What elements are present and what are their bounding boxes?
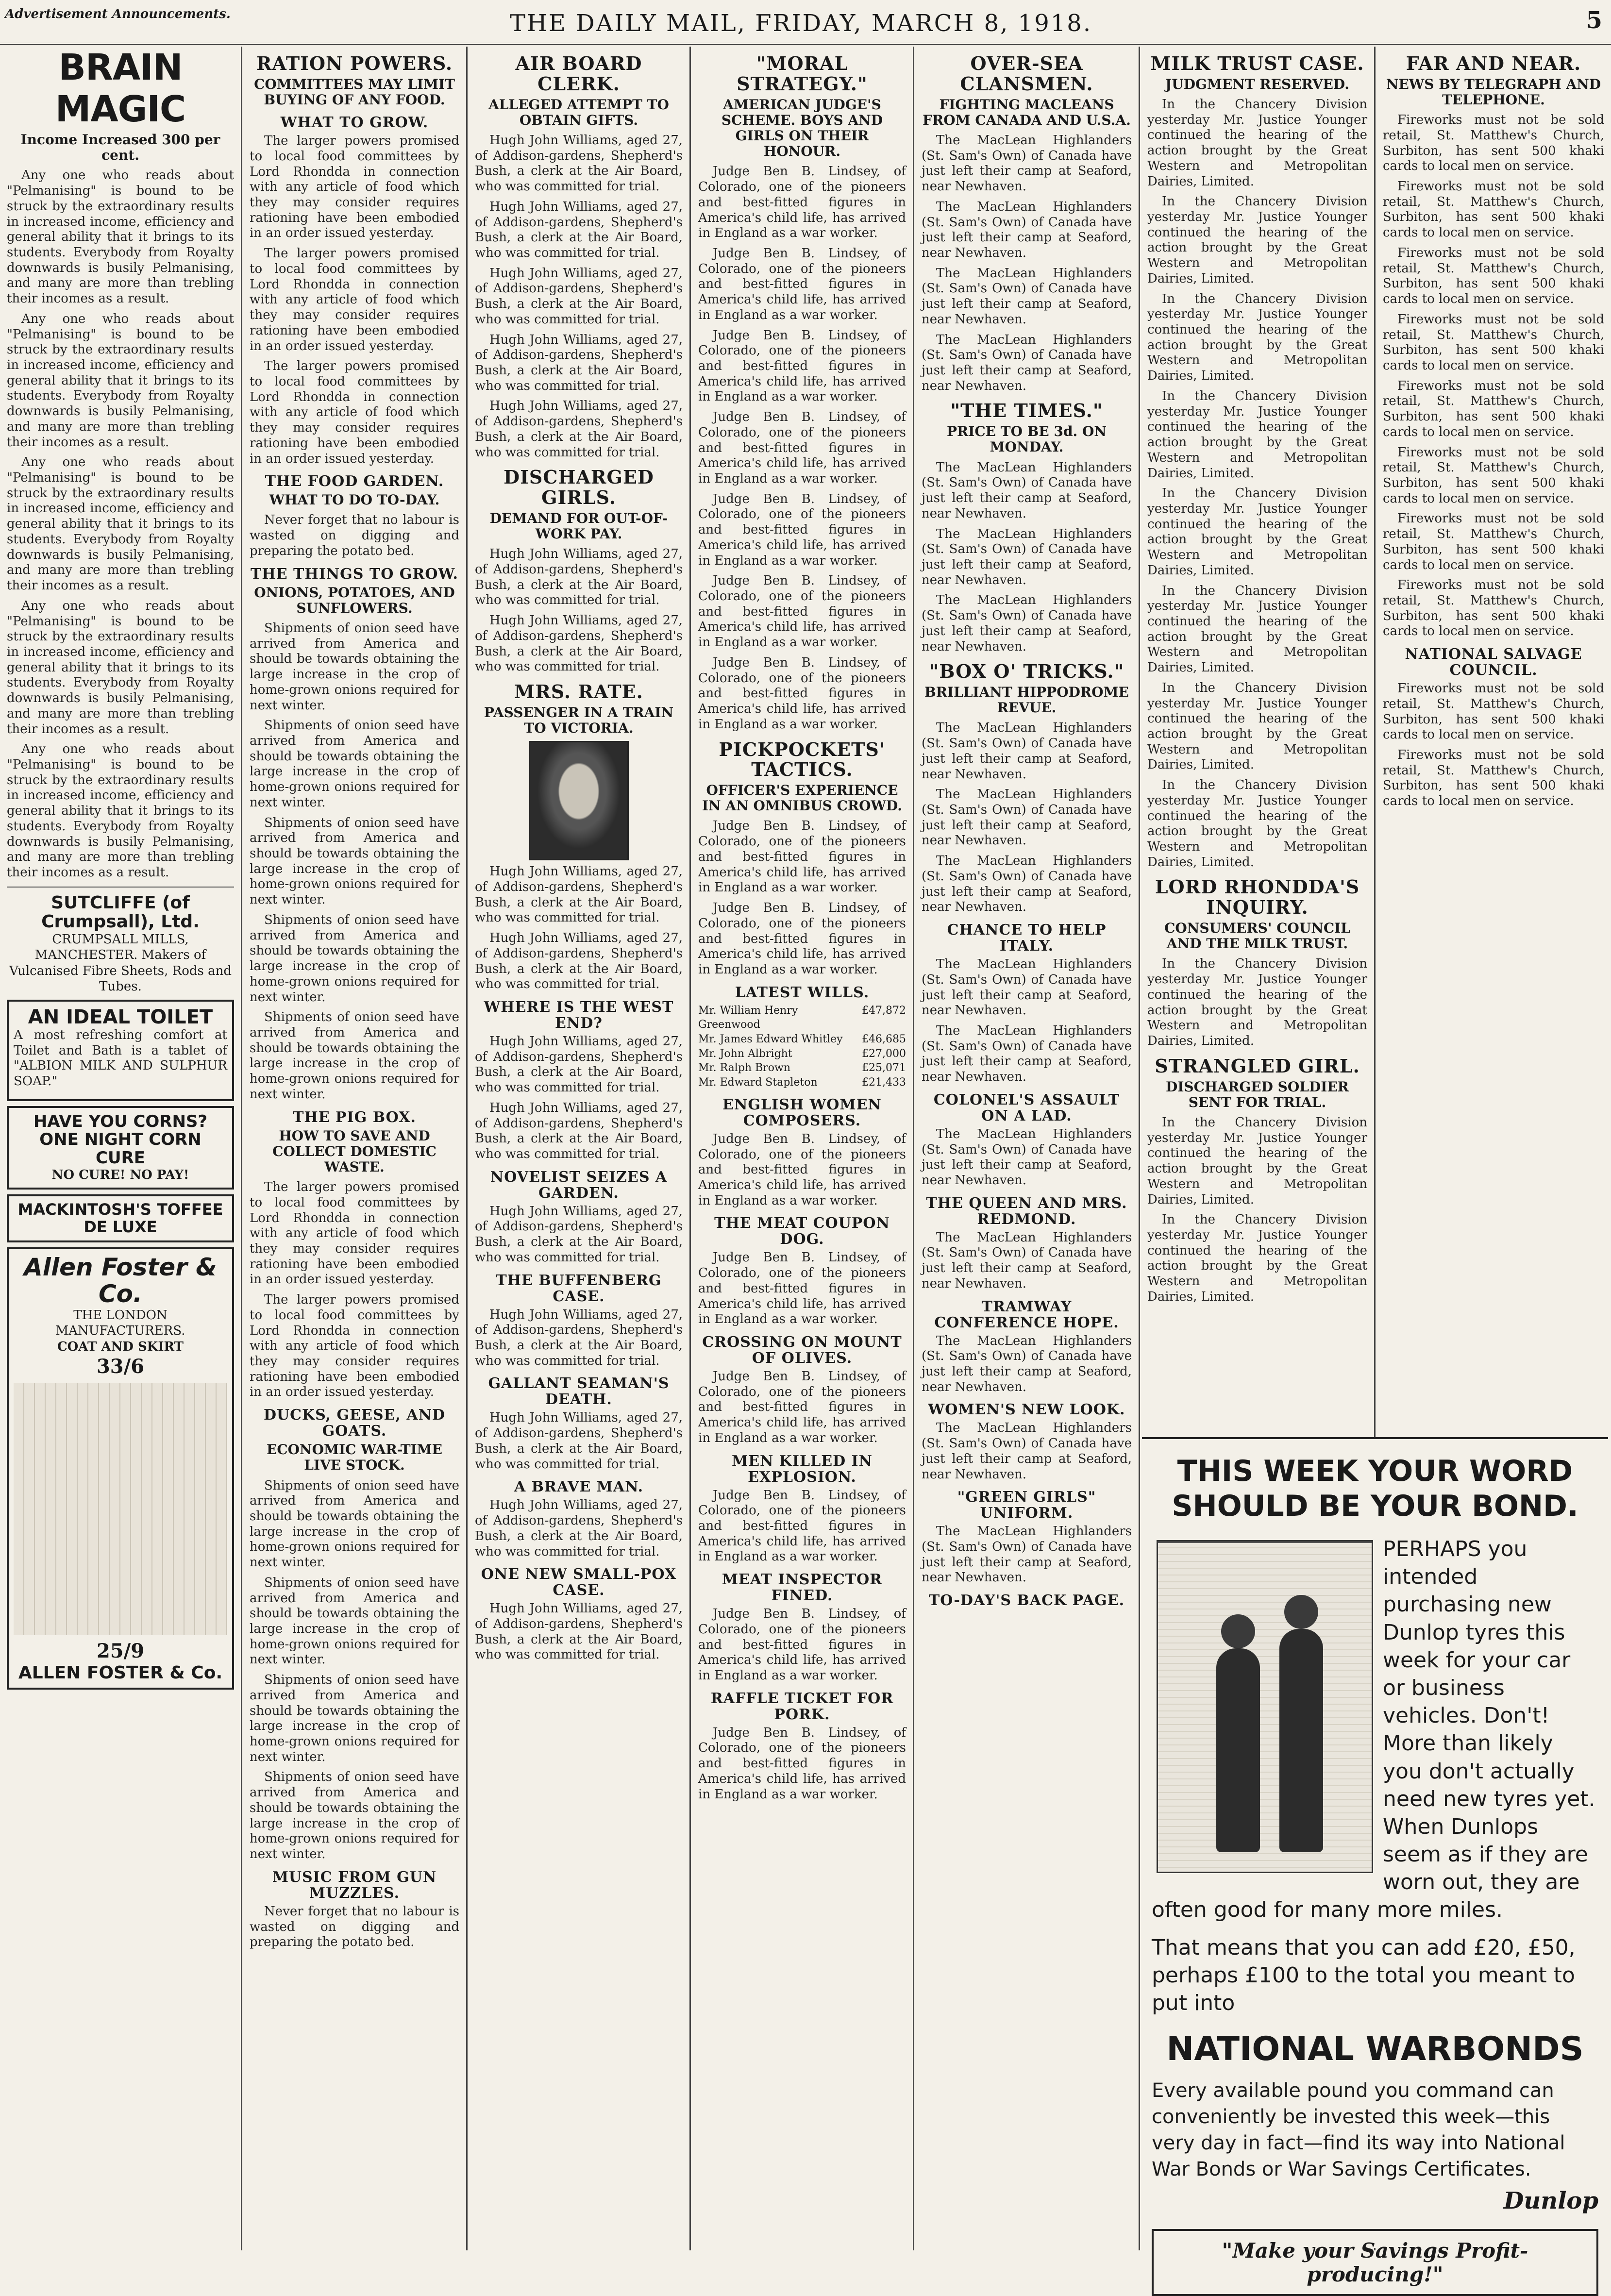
headline: FAR AND NEAR. xyxy=(1406,52,1581,74)
article-text: Shipments of onion seed have arrived from America and should be towards obtaining the large increase in the crop of home-grown onions required for next winter. xyxy=(250,718,459,810)
article-text: Fireworks must not be sold retail, St. Matthew's Church, Surbiton, has sent 500 khaki cards to local men on service. xyxy=(1383,681,1604,742)
subhead: FIGHTING MACLEANS FROM CANADA AND U.S.A. xyxy=(923,96,1131,128)
brain-magic-text: Any one who reads about "Pelmanising" is bound to be struck by the extraordinary results in increased income, efficiency and general ability that it brings to its students. Everybody from Royalty downwards is busily Pelmanising, and many are more than trebling their incomes as a result. xyxy=(7,311,234,450)
brain-magic-headline: BRAIN MAGIC xyxy=(55,47,186,130)
article-text: The MacLean Highlanders (St. Sam's Own) of Canada have just left their camp at Seaford, near Newhaven. xyxy=(922,957,1132,1018)
article-text: The MacLean Highlanders (St. Sam's Own) of Canada have just left their camp at Seaford, near Newhaven. xyxy=(922,1023,1132,1085)
wills-list xyxy=(698,1004,906,1090)
article-text: Judge Ben B. Lindsey, of Colorado, one of the pioneers and best-fitted figures in America's child life, has arrived in England as a war worker. xyxy=(698,819,906,895)
headline: THE FOOD GARDEN. xyxy=(265,473,444,490)
headline: "MORAL STRATEGY." xyxy=(737,52,868,95)
dunlop-title: THIS WEEK YOUR WORD SHOULD BE YOUR BOND. xyxy=(1172,1454,1578,1523)
article-text: Fireworks must not be sold retail, St. Matthew's Church, Surbiton, has sent 500 khaki cards to local men on service. xyxy=(1383,511,1604,572)
brain-magic-text: Any one who reads about "Pelmanising" is bound to be struck by the extraordinary results in increased income, efficiency and general ability that it brings to its students. Everybody from Royalty downwards is busily Pelmanising, and many are more than trebling their incomes as a result. xyxy=(7,742,234,880)
headline: MEAT INSPECTOR FINED. xyxy=(722,1571,883,1605)
article-text: Fireworks must not be sold retail, St. Matthew's Church, Surbiton, has sent 500 khaki cards to local men on service. xyxy=(1383,378,1604,439)
headline: STRANGLED GIRL. xyxy=(1155,1055,1360,1077)
brain-magic-subhead: Income Increased 300 per cent. xyxy=(20,132,220,164)
article-text: Never forget that no labour is wasted on digging and preparing the potato bed. xyxy=(250,1904,459,1950)
article-text: The MacLean Highlanders (St. Sam's Own) of Canada have just left their camp at Seaford, near Newhaven. xyxy=(922,1230,1132,1291)
article-text: The MacLean Highlanders (St. Sam's Own) of Canada have just left their camp at Seaford, near Newhaven. xyxy=(922,1524,1132,1585)
subhead: DISCHARGED SOLDIER SENT FOR TRIAL. xyxy=(1166,1078,1349,1110)
article-text: Fireworks must not be sold retail, St. Matthew's Church, Surbiton, has sent 500 khaki cards to local men on service. xyxy=(1383,312,1604,373)
dunlop-body-2: That means that you can add £20, £50, perhaps £100 to the total you meant to put into xyxy=(1152,1935,1576,2015)
mackintosh-ad xyxy=(7,1194,234,1242)
toilet-ad xyxy=(7,1000,234,1101)
article-text: In the Chancery Division yesterday Mr. Justice Younger continued the hearing of the action brought by the Great Western and Metropolitan Dairies, Limited. xyxy=(1147,388,1367,481)
subhead: ECONOMIC WAR-TIME LIVE STOCK. xyxy=(266,1441,443,1474)
article-text: Judge Ben B. Lindsey, of Colorado, one of the pioneers and best-fitted figures in America's child life, has arrived in England as a war worker. xyxy=(698,1725,906,1802)
article-text: Judge Ben B. Lindsey, of Colorado, one of the pioneers and best-fitted figures in America's child life, has arrived in England as a war worker. xyxy=(698,1131,906,1208)
news-column-7 xyxy=(1376,47,1611,1435)
subhead: BRILLIANT HIPPODROME REVUE. xyxy=(924,684,1129,716)
article-text: In the Chancery Division yesterday Mr. Justice Younger continued the hearing of the action brought by the Great Western and Metropolitan Dairies, Limited. xyxy=(1147,778,1367,870)
mackintosh-title: MACKINTOSH'S TOFFEE DE LUXE xyxy=(17,1200,223,1236)
article-text: Fireworks must not be sold retail, St. Matthew's Church, Surbiton, has sent 500 khaki cards to local men on service. xyxy=(1383,245,1604,307)
article-text: The larger powers promised to local food committees by Lord Rhondda in connection with any article of food which they may consider requires rationing have been embodied in an order issued yesterday. xyxy=(250,1180,459,1287)
will-row: Mr. William Henry Greenwood £47,872 xyxy=(698,1004,906,1031)
national-war-bonds: NATIONAL WARBONDS xyxy=(1166,2030,1584,2069)
headline: MUSIC FROM GUN MUZZLES. xyxy=(272,1868,437,1902)
article-text: Hugh John Williams, aged 27, of Addison-gardens, Shepherd's Bush, a clerk at the Air Board, who was committed for trial. xyxy=(475,266,683,327)
article-text: Judge Ben B. Lindsey, of Colorado, one of the pioneers and best-fitted figures in America's child life, has arrived in England as a war worker. xyxy=(698,901,906,977)
portrait-photo xyxy=(529,741,629,860)
article-text: Hugh John Williams, aged 27, of Addison-gardens, Shepherd's Bush, a clerk at the Air Board, who was committed for trial. xyxy=(475,332,683,393)
article-text: Judge Ben B. Lindsey, of Colorado, one of the pioneers and best-fitted figures in America's child life, has arrived in England as a war worker. xyxy=(698,491,906,568)
article-text: The MacLean Highlanders (St. Sam's Own) of Canada have just left their camp at Seaford, near Newhaven. xyxy=(922,332,1132,393)
article-text: Fireworks must not be sold retail, St. Matthew's Church, Surbiton, has sent 500 khaki cards to local men on service. xyxy=(1383,578,1604,639)
dunlop-footer: Every available pound you command can conveniently be invested this week—this very day in fact—find its way into National War Bonds or War Savings Certificates. xyxy=(1152,2079,1565,2180)
article-text: In the Chancery Division yesterday Mr. Justice Younger continued the hearing of the action brought by the Great Western and Metropolitan Dairies, Limited. xyxy=(1147,291,1367,384)
allen-foster-ad xyxy=(7,1247,234,1690)
article-text: Hugh John Williams, aged 27, of Addison-gardens, Shepherd's Bush, a clerk at the Air Board, who was committed for trial. xyxy=(475,1034,683,1095)
headline: MEN KILLED IN EXPLOSION. xyxy=(731,1452,873,1486)
headline: THE QUEEN AND MRS. REDMOND. xyxy=(926,1194,1127,1228)
article-text: Shipments of onion seed have arrived from America and should be towards obtaining the large increase in the crop of home-grown onions required for next winter. xyxy=(250,1673,459,1764)
article-text: Hugh John Williams, aged 27, of Addison-gardens, Shepherd's Bush, a clerk at the Air Board, who was committed for trial. xyxy=(475,613,683,674)
article-text: The larger powers promised to local food committees by Lord Rhondda in connection with any article of food which they may consider requires rationing have been embodied in an order issued yesterday. xyxy=(250,359,459,466)
article-text: Judge Ben B. Lindsey, of Colorado, one of the pioneers and best-fitted figures in America's child life, has arrived in England as a war worker. xyxy=(698,328,906,404)
dunlop-illustration xyxy=(1157,1540,1373,1873)
brain-magic-text: Any one who reads about "Pelmanising" is bound to be struck by the extraordinary results in increased income, efficiency and general ability that it brings to its students. Everybody from Royalty downwards is busily Pelmanising, and many are more than trebling their incomes as a result. xyxy=(7,168,234,306)
article-text: Fireworks must not be sold retail, St. Matthew's Church, Surbiton, has sent 500 khaki cards to local men on service. xyxy=(1383,113,1604,174)
article-text: Hugh John Williams, aged 27, of Addison-gardens, Shepherd's Bush, a clerk at the Air Board, who was committed for trial. xyxy=(475,1204,683,1265)
corn-cure-title: HAVE YOU CORNS? ONE NIGHT CORN CURE xyxy=(33,1111,208,1168)
subhead: PASSENGER IN A TRAIN TO VICTORIA. xyxy=(484,704,674,737)
allen-price-2: 25/9 xyxy=(96,1640,145,1663)
headline: LORD RHONDDA'S INQUIRY. xyxy=(1155,876,1360,919)
article-text: Judge Ben B. Lindsey, of Colorado, one of the pioneers and best-fitted figures in America's child life, has arrived in England as a war worker. xyxy=(698,1250,906,1327)
article-text: The MacLean Highlanders (St. Sam's Own) of Canada have just left their camp at Seaford, near Newhaven. xyxy=(922,1126,1132,1188)
article-text: The MacLean Highlanders (St. Sam's Own) of Canada have just left their camp at Seaford, near Newhaven. xyxy=(922,787,1132,848)
article-text: Shipments of onion seed have arrived from America and should be towards obtaining the large increase in the crop of home-grown onions required for next winter. xyxy=(250,912,459,1005)
article-text: Fireworks must not be sold retail, St. Matthew's Church, Surbiton, has sent 500 khaki cards to local men on service. xyxy=(1383,179,1604,240)
headline: THE MEAT COUPON DOG. xyxy=(714,1215,890,1248)
article-text: In the Chancery Division yesterday Mr. Justice Younger continued the hearing of the action brought by the Great Western and Metropolitan Dairies, Limited. xyxy=(1147,486,1367,578)
article-text: In the Chancery Division yesterday Mr. Justice Younger continued the hearing of the action brought by the Great Western and Metropolitan Dairies, Limited. xyxy=(1147,1115,1367,1207)
masthead-label: Advertisement Announcements. xyxy=(5,7,231,21)
headline: WOMEN'S NEW LOOK. xyxy=(928,1401,1125,1419)
article-text: Hugh John Williams, aged 27, of Addison-gardens, Shepherd's Bush, a clerk at the Air Board, who was committed for trial. xyxy=(475,133,683,194)
corn-cure-sub: NO CURE! NO PAY! xyxy=(51,1167,189,1182)
dunlop-body: PERHAPS you intended purchasing new Dunlop tyres this week for your car or business vehicles. Don't! More than likely you don't actually need new tyres yet. When Dunlops seem as if they are worn out, they are often good for many more miles. xyxy=(1152,1537,1595,1923)
article-text: The MacLean Highlanders (St. Sam's Own) of Canada have just left their camp at Seaford, near Newhaven. xyxy=(922,460,1132,521)
headline: RAFFLE TICKET FOR PORK. xyxy=(710,1690,894,1723)
article-text: In the Chancery Division yesterday Mr. Justice Younger continued the hearing of the action brought by the Great Western and Metropolitan Dairies, Limited. xyxy=(1147,1212,1367,1304)
article-text: Judge Ben B. Lindsey, of Colorado, one of the pioneers and best-fitted figures in America's child life, has arrived in England as a war worker. xyxy=(698,246,906,322)
article-text: The MacLean Highlanders (St. Sam's Own) of Canada have just left their camp at Seaford, near Newhaven. xyxy=(922,526,1132,587)
headline: A BRAVE MAN. xyxy=(514,1478,644,1496)
headline: "GREEN GIRLS" UNIFORM. xyxy=(957,1489,1096,1522)
headline: GALLANT SEAMAN'S DEATH. xyxy=(488,1375,670,1408)
article-text: Hugh John Williams, aged 27, of Addison-gardens, Shepherd's Bush, a clerk at the Air Board, who was committed for trial. xyxy=(475,1601,683,1662)
article-text: Hugh John Williams, aged 27, of Addison-gardens, Shepherd's Bush, a clerk at the Air Board, who was committed for trial. xyxy=(475,864,683,925)
headline: WHAT TO GROW. xyxy=(280,114,429,132)
brain-magic-text: Any one who reads about "Pelmanising" is bound to be struck by the extraordinary results in increased income, efficiency and general ability that it brings to its students. Everybody from Royalty downwards is busily Pelmanising, and many are more than trebling their incomes as a result. xyxy=(7,455,234,593)
headline: "THE TIMES." xyxy=(950,400,1103,422)
masthead xyxy=(0,0,1611,45)
headline: THE BUFFENBERG CASE. xyxy=(496,1272,662,1305)
article-text: Hugh John Williams, aged 27, of Addison-gardens, Shepherd's Bush, a clerk at the Air Board, who was committed for trial. xyxy=(475,1498,683,1559)
will-row: Mr. Ralph Brown £25,071 xyxy=(698,1062,906,1074)
headline: TRAMWAY CONFERENCE HOPE. xyxy=(934,1298,1119,1331)
article-text: The MacLean Highlanders (St. Sam's Own) of Canada have just left their camp at Seaford, near Newhaven. xyxy=(922,266,1132,327)
article-text: In the Chancery Division yesterday Mr. Justice Younger continued the hearing of the action brought by the Great Western and Metropolitan Dairies, Limited. xyxy=(1147,680,1367,772)
dunlop-signature: Dunlop xyxy=(1503,2187,1598,2214)
article-text: The MacLean Highlanders (St. Sam's Own) of Canada have just left their camp at Seaford, near Newhaven. xyxy=(922,199,1132,260)
headline: RATION POWERS. xyxy=(256,52,453,74)
column-rule xyxy=(466,47,468,2250)
headline: THE THINGS TO GROW. xyxy=(251,565,458,583)
allen-foster-title: Allen Foster & Co. xyxy=(24,1253,217,1308)
will-row: Mr. James Edward Whitley £46,685 xyxy=(698,1033,906,1046)
headline: TO-DAY'S BACK PAGE. xyxy=(928,1592,1125,1609)
dunlop-ad xyxy=(1142,1437,1608,2286)
headline: MRS. RATE. xyxy=(514,681,643,703)
headline: ONE NEW SMALL-POX CASE. xyxy=(481,1566,677,1599)
headline: COLONEL'S ASSAULT ON A LAD. xyxy=(933,1091,1120,1124)
corn-cure-ad xyxy=(7,1106,234,1190)
fashion-illustration xyxy=(14,1383,227,1635)
article-text: Hugh John Williams, aged 27, of Addison-gardens, Shepherd's Bush, a clerk at the Air Board, who was committed for trial. xyxy=(475,1410,683,1472)
dunlop-slogan: "Make your Savings Profit-producing!" xyxy=(1152,2229,1598,2296)
article-text: Shipments of onion seed have arrived from America and should be towards obtaining the large increase in the crop of home-grown onions required for next winter. xyxy=(250,1575,459,1667)
headline: NOVELIST SEIZES A GARDEN. xyxy=(490,1168,668,1202)
article-text: Hugh John Williams, aged 27, of Addison-gardens, Shepherd's Bush, a clerk at the Air Board, who was committed for trial. xyxy=(475,399,683,460)
article-text: Judge Ben B. Lindsey, of Colorado, one of the pioneers and best-fitted figures in America's child life, has arrived in England as a war worker. xyxy=(698,1607,906,1683)
sutcliffe-ad: SUTCLIFFE (of Crumpsall), Ltd. xyxy=(41,892,200,932)
article-text: The MacLean Highlanders (St. Sam's Own) of Canada have just left their camp at Seaford, near Newhaven. xyxy=(922,133,1132,194)
article-text: Fireworks must not be sold retail, St. Matthew's Church, Surbiton, has sent 500 khaki cards to local men on service. xyxy=(1383,748,1604,809)
headline: OVER-SEA CLANSMEN. xyxy=(960,52,1093,95)
article-text: The MacLean Highlanders (St. Sam's Own) of Canada have just left their camp at Seaford, near Newhaven. xyxy=(922,721,1132,782)
page-number: 5 xyxy=(1586,7,1602,34)
article-text: Shipments of onion seed have arrived from America and should be towards obtaining the large increase in the crop of home-grown onions required for next winter. xyxy=(250,815,459,907)
article-text: Shipments of onion seed have arrived from America and should be towards obtaining the large increase in the crop of home-grown onions required for next winter. xyxy=(250,1478,459,1570)
subhead: WHAT TO DO TO-DAY. xyxy=(269,492,440,508)
article-text: Shipments of onion seed have arrived from America and should be towards obtaining the large increase in the crop of home-grown onions required for next winter. xyxy=(250,1770,459,1862)
subhead: COMMITTEES MAY LIMIT BUYING OF ANY FOOD. xyxy=(254,76,455,108)
article-text: Judge Ben B. Lindsey, of Colorado, one of the pioneers and best-fitted figures in America's child life, has arrived in England as a war worker. xyxy=(698,164,906,241)
headline: MILK TRUST CASE. xyxy=(1150,52,1364,74)
will-row: Mr. John Albright £27,000 xyxy=(698,1047,906,1060)
article-text: In the Chancery Division yesterday Mr. Justice Younger continued the hearing of the action brought by the Great Western and Metropolitan Dairies, Limited. xyxy=(1147,194,1367,286)
headline: ENGLISH WOMEN COMPOSERS. xyxy=(722,1096,882,1129)
column-rule xyxy=(689,47,691,2250)
subhead: CONSUMERS' COUNCIL AND THE MILK TRUST. xyxy=(1164,920,1350,952)
article-text: The larger powers promised to local food committees by Lord Rhondda in connection with any article of food which they may consider requires rationing have been embodied in an order issued yesterday. xyxy=(250,1292,459,1400)
allen-foster-sub: THE LONDON MANUFACTURERS. xyxy=(55,1307,185,1339)
article-text: Never forget that no labour is wasted on digging and preparing the potato bed. xyxy=(250,513,459,558)
subhead: OFFICER'S EXPERIENCE IN AN OMNIBUS CROWD. xyxy=(702,782,903,814)
column-rule xyxy=(241,47,242,2250)
headline: WHERE IS THE WEST END? xyxy=(484,998,674,1032)
article-text: The MacLean Highlanders (St. Sam's Own) of Canada have just left their camp at Seaford, near Newhaven. xyxy=(922,854,1132,915)
headline: THE PIG BOX. xyxy=(293,1108,416,1126)
article-text: Hugh John Williams, aged 27, of Addison-gardens, Shepherd's Bush, a clerk at the Air Board, who was committed for trial. xyxy=(475,547,683,608)
article-text: Hugh John Williams, aged 27, of Addison-gardens, Shepherd's Bush, a clerk at the Air Board, who was committed for trial. xyxy=(475,199,683,260)
subhead: HOW TO SAVE AND COLLECT DOMESTIC WASTE. xyxy=(272,1127,436,1175)
article-text: Fireworks must not be sold retail, St. Matthew's Church, Surbiton, has sent 500 khaki cards to local men on service. xyxy=(1383,445,1604,506)
news-column-2 xyxy=(243,47,466,2250)
masthead-title: THE DAILY MAIL, FRIDAY, MARCH 8, 1918. xyxy=(510,10,1092,37)
news-column-5 xyxy=(915,47,1139,2250)
brain-magic-text: Any one who reads about "Pelmanising" is bound to be struck by the extraordinary results in increased income, efficiency and general ability that it brings to its students. Everybody from Royalty downwards is busily Pelmanising, and many are more than trebling their incomes as a result. xyxy=(7,598,234,737)
news-column-6 xyxy=(1141,47,1374,1435)
subhead: JUDGMENT RESERVED. xyxy=(1165,76,1349,92)
article-text: Hugh John Williams, aged 27, of Addison-gardens, Shepherd's Bush, a clerk at the Air Board, who was committed for trial. xyxy=(475,931,683,992)
headline: LATEST WILLS. xyxy=(735,984,870,1001)
column-rule xyxy=(913,47,914,2250)
article-text: Judge Ben B. Lindsey, of Colorado, one of the pioneers and best-fitted figures in America's child life, has arrived in England as a war worker. xyxy=(698,1369,906,1445)
article-text: Judge Ben B. Lindsey, of Colorado, one of the pioneers and best-fitted figures in America's child life, has arrived in England as a war worker. xyxy=(698,1488,906,1564)
article-text: Hugh John Williams, aged 27, of Addison-gardens, Shepherd's Bush, a clerk at the Air Board, who was committed for trial. xyxy=(475,1307,683,1368)
article-text: In the Chancery Division yesterday Mr. Justice Younger continued the hearing of the action brought by the Great Western and Metropolitan Dairies, Limited. xyxy=(1147,583,1367,675)
subhead: AMERICAN JUDGE'S SCHEME. BOYS AND GIRLS ON THEIR HONOUR. xyxy=(721,96,883,160)
subhead: ONIONS, POTATOES, AND SUNFLOWERS. xyxy=(254,584,455,616)
article-text: The larger powers promised to local food committees by Lord Rhondda in connection with any article of food which they may consider requires rationing have been embodied in an order issued yesterday. xyxy=(250,134,459,241)
article-text: Judge Ben B. Lindsey, of Colorado, one of the pioneers and best-fitted figures in America's child life, has arrived in England as a war worker. xyxy=(698,655,906,732)
subhead: DEMAND FOR OUT-OF-WORK PAY. xyxy=(489,510,668,542)
column-rule xyxy=(1139,47,1140,2250)
will-row: Mr. Edward Stapleton £21,433 xyxy=(698,1076,906,1089)
news-column-3 xyxy=(468,47,689,2250)
article-text: Judge Ben B. Lindsey, of Colorado, one of the pioneers and best-fitted figures in America's child life, has arrived in England as a war worker. xyxy=(698,410,906,486)
headline: "BOX O' TRICKS." xyxy=(929,660,1124,683)
article-text: The MacLean Highlanders (St. Sam's Own) of Canada have just left their camp at Seaford, near Newhaven. xyxy=(922,593,1132,654)
subhead: ALLEGED ATTEMPT TO OBTAIN GIFTS. xyxy=(488,96,669,128)
article-text: The MacLean Highlanders (St. Sam's Own) of Canada have just left their camp at Seaford, near Newhaven. xyxy=(922,1421,1132,1482)
article-text: In the Chancery Division yesterday Mr. Justice Younger continued the hearing of the action brought by the Great Western and Metropolitan Dairies, Limited. xyxy=(1147,97,1367,189)
headline: PICKPOCKETS' TACTICS. xyxy=(719,738,886,781)
ads-column xyxy=(0,47,241,2250)
article-text: Hugh John Williams, aged 27, of Addison-gardens, Shepherd's Bush, a clerk at the Air Board, who was committed for trial. xyxy=(475,1100,683,1162)
article-text: Shipments of onion seed have arrived from America and should be towards obtaining the large increase in the crop of home-grown onions required for next winter. xyxy=(250,1010,459,1102)
headline: CHANCE TO HELP ITALY. xyxy=(947,922,1107,955)
allen-price: 33/6 xyxy=(96,1355,145,1378)
headline: CROSSING ON MOUNT OF OLIVES. xyxy=(702,1333,902,1367)
article-text: The MacLean Highlanders (St. Sam's Own) of Canada have just left their camp at Seaford, near Newhaven. xyxy=(922,1333,1132,1394)
headline: DUCKS, GEESE, AND GOATS. xyxy=(263,1407,446,1440)
toilet-ad-title: AN IDEAL TOILET xyxy=(28,1006,213,1028)
headline: DISCHARGED GIRLS. xyxy=(503,466,654,509)
headline: AIR BOARD CLERK. xyxy=(515,52,642,95)
sutcliffe-ad-text: CRUMPSALL MILLS, MANCHESTER. Makers of Vulcanised Fibre Sheets, Rods and Tubes. xyxy=(9,932,232,994)
allen-coat-label: COAT AND SKIRT xyxy=(57,1339,184,1354)
subhead: NEWS BY TELEGRAPH AND TELEPHONE. xyxy=(1386,76,1601,108)
subhead: PRICE TO BE 3d. ON MONDAY. xyxy=(946,423,1107,455)
news-column-4 xyxy=(691,47,913,2250)
article-text: Shipments of onion seed have arrived from America and should be towards obtaining the large increase in the crop of home-grown onions required for next winter. xyxy=(250,620,459,713)
toilet-ad-text: A most refreshing comfort at Toilet and Bath is a tablet of "ALBION MILK AND SULPHUR SOAP." xyxy=(14,1027,227,1089)
allen-foster-footer: ALLEN FOSTER & Co. xyxy=(18,1663,223,1683)
article-text: Judge Ben B. Lindsey, of Colorado, one of the pioneers and best-fitted figures in America's child life, has arrived in England as a war worker. xyxy=(698,573,906,650)
article-text: The larger powers promised to local food committees by Lord Rhondda in connection with any article of food which they may consider requires rationing have been embodied in an order issued yesterday. xyxy=(250,246,459,353)
headline: NATIONAL SALVAGE COUNCIL. xyxy=(1405,646,1582,679)
article-text: In the Chancery Division yesterday Mr. Justice Younger continued the hearing of the action brought by the Great Western and Metropolitan Dairies, Limited. xyxy=(1147,956,1367,1049)
